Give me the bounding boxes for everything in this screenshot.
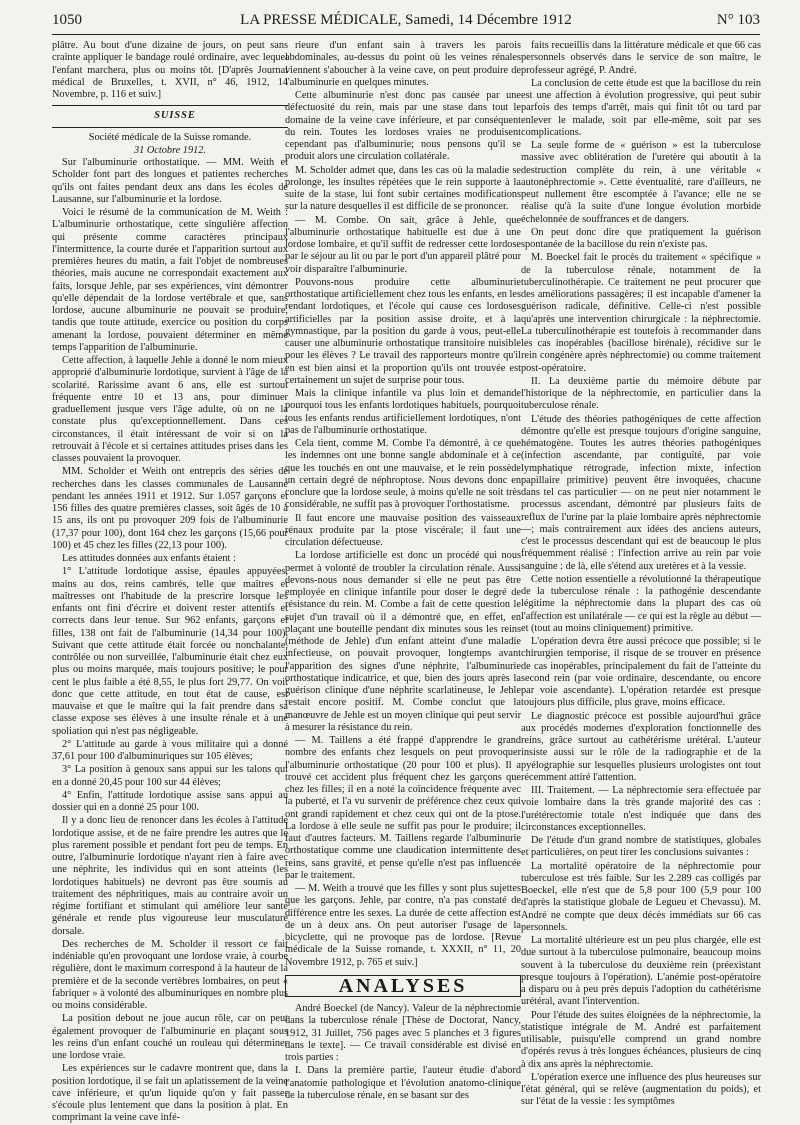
paragraph: Cette notion essentielle a révolutionné la thérapeutique de la tuberculose rénale : la pathogénie descendante légitime la néphrectomie dans la plupart des cas où l'affection est unilatérale — ce qui est la règle au début — et (tout au moins cliniquement) primitive. (521, 573, 761, 634)
column-3 (521, 40, 761, 1108)
paragraph: faits recueillis dans la littérature médicale et que 66 cas personnels observés dans le service de son maître, le professeur agrégé, P. André. (521, 40, 761, 76)
paragraph: — M. Weith a trouvé que les filles y sont plus sujettes que les garçons. Jehle, par contre, n'a pas constaté de différence entre les sexes. La durée de cette affection est de un à deux ans. On peut autoriser l'usage de la bicyclette, qui ne provoque pas de lordose. [Revue médicale de la Suisse romande, t. XXXII, n° 11, 20 Novembre 1912, p. 765 et suiv.] (285, 883, 521, 968)
paragraph: Il faut encore une mauvaise position des vaisseaux rénaux produite par la ptose viscérale; il faut une circulation défectueuse. (285, 512, 521, 548)
paragraph: II. La deuxième partie du mémoire débute par l'historique de la néphrectomie, en particulier dans la tuberculose rénale. (521, 375, 761, 412)
section-rule (52, 105, 288, 106)
paragraph: La position debout ne joue aucun rôle, car on peut également provoquer de l'albuminurie en plaçant sous les reins d'un enfant couché un rouleau qui déterminer une lordose vraie. (52, 1013, 288, 1061)
paragraph: rieure d'un enfant sain à travers les parois abdominales, au-dessus du point où les veines rénales viennent s'aboucher à la veine cave, on peut produire de l'albuminurie en quelques minutes. (285, 40, 521, 88)
paragraph: M. Scholder admet que, dans les cas où la maladie se prolonge, les insultes répétées que le rein supporte à la suite de la stase, lui font subir certaines modifications sur la nature desquelles il est difficile de se prononcer. (285, 164, 521, 213)
paragraph: Cette affection, à laquelle Jehle a donné le nom mieux approprié d'albuminurie lordotique, survient à l'âge de la scolarité. Rarissime avant 6 ans, elle est surtout fréquente entre 10 et 13 ans, pour diminuer graduellement jusque vers l'âge adulte, où on ne la constate plus qu'exceptionnellement. Dans ces circonstances, il était intéressant de voir si on la retrouvait à l'école et si certaines attitudes prises dans les classes pouvaient la provoquer. (52, 355, 288, 464)
paragraph: Des recherches de M. Scholder il ressort ce fait indéniable qu'en provoquant une lordose vraie, à courbe régulière, dont le maximum correspond à la hauteur de la première et de la seconde vertèbres lombaires, on peut « fabriquer » à volonté des albuminuriques en nombre plus ou moins considérable. (52, 938, 288, 1011)
paragraph: III. Traitement. — La néphrectomie sera effectuée par voie lombaire dans la très grande majorité des cas : l'urétérectomie totale n'est indiquée que dans des circonstances exceptionnelles. (521, 785, 761, 833)
col1-body (52, 157, 288, 1125)
paragraph: André Boeckel (de Nancy). Valeur de la néphrectomie dans la tuberculose rénale [Thèse de Doctorat, Nancy, 1912, 31 Juillet, 756 pages avec 5 planches et 3 figures dans le texte]. — Ce travail considérable est divisé en trois parties : (285, 1003, 521, 1063)
section-title: SUISSE (154, 110, 196, 122)
paragraph: Cela tient, comme M. Combe l'a démontré, à ce que les indemnes ont une bonne sangle abdominale et à ce que les touchés en ont une mauvaise, et le rein possède un certain degré de néphroptose. Nous devons donc en conclure que la lordose seule, à moins qu'elle ne soit très considérable, ne suffit pas à provoquer l'orthostatisme. (285, 438, 521, 511)
paragraph: 4° Enfin, l'attitude lordotique assise sans appui au dossier qui en a donné 25 pour 100. (52, 789, 288, 813)
paragraph: I. Dans la première partie, l'auteur étudie d'abord l'anatomie pathologique et l'évolution anatomo-clinique de la tuberculose rénale, en se basant sur des (285, 1065, 521, 1101)
paragraph: La mortalité ultérieure est un peu plus chargée, elle est due surtout à la tuberculose pulmonaire, beaucoup moins souvent à la tuberculose du deuxième rein (préexistant presque toujours à l'opération). L'anémie post-opératoire a disparu ou à peu près depuis l'adoption du cathétérisme urétéral, avant l'intervention. (521, 935, 761, 1008)
issue-number: N° 103 (716, 12, 760, 28)
paragraph: Pouvons-nous produire cette albuminurie orthostatique artificiellement chez tous les enfants, en les rendant lordotiques, et l'école qui cause ces lordoses artificielles par la position assise droite, et à la gymnastique, par la position du garde à vous, peut-elle causer une albuminurie orthostatique transitoire nuisible pour les élèves ? Le travail des rapporteurs montre qu'il en est bien ainsi et la proportion qu'ils ont trouvée est certainement un sujet de surprise pour tous. (285, 276, 521, 386)
column-2 (285, 40, 521, 1101)
paragraph: Pour l'étude des suites éloignées de la néphrectomie, la statistique intégrale de M. André est parfaitement utilisable, puisqu'elle comprend un grand nombre d'opérés revus à très longues échéances, plusieurs de cinq à dix ans après la néphrectomie. (521, 1009, 761, 1070)
society-name: Société médicale de la Suisse romande. (88, 131, 252, 143)
paragraph: Mais la clinique infantile va plus loin et demande pourquoi tous les enfants lordotiques habituels, pourquoi tous les enfants rendus artificiellement lordotiques, n'ont pas de l'albuminurie orthostatique. (285, 388, 521, 436)
page-header (52, 12, 760, 35)
paragraph: La conclusion de cette étude est que la bacillose du rein est une affection à évolution progressive, qui peut subir parfois des temps d'arrêt, mais qui finit tôt ou tard par enlever le malade, soit par elle-même, soit par ses complications. (521, 77, 761, 138)
paragraph: Sur l'albuminurie orthostatique. — MM. Weith et Scholder font part des longues et patientes recherches qu'ils ont faites pendant deux ans dans les écoles de Lausanne, sur l'albuminurie et la lordose. (52, 157, 288, 205)
paragraph: Voici le résumé de la communication de M. Weith : L'albuminurie orthostatique, cette singulière affection qui présente comme caractères principaux l'intermittence, la courte durée et l'apparition surtout aux premières heures du matin, a fait l'objet de nombreuses théories, mais aucune ne correspondait exactement aux faits, lorsque Jehle, par ses expériences, vint démontrer qu'elle dépendait de la lordose vertébrale et que, sans lordose, aucune albuminurie ne pouvait se produire, tandis que toute attitude, exercice ou position du corps amenant la lordose, pouvaient déterminer en même temps l'apparition de l'albuminurie. (52, 207, 288, 353)
col1-intro: plâtre. Au bout d'une dizaine de jours, on peut sans crainte appliquer le bandage roulé ordinaire, avec lequel l'enfant marchera, plus ou moins tôt. [D'après Journal médical de Bruxelles, t. XVII, n° 46, 1912, 14 Novembre, p. 116 et suiv.] (52, 40, 288, 100)
paragraph: Les attitudes données aux enfants étaient : (62, 553, 236, 564)
analyses-banner: ANALYSES (285, 975, 521, 997)
paragraph: 2° L'attitude au garde à vous militaire qui a donné 37,61 pour 100 d'albuminuriques sur 105 élèves; (52, 738, 288, 762)
paragraph: L'opération exerce une influence des plus heureuses sur l'état général, qui se relève (augmentation du poids), et sur l'état de la vessie : les symptômes (521, 1071, 761, 1108)
paragraph: Les expériences sur le cadavre montrent que, dans la position lordotique, il se fait un aplatissement de la veine cave inférieure, et qu'un liquide qu'on y fait passer s'écoule plus lentement que dans la position à plat. En comprimant la veine cave infé- (52, 1063, 288, 1124)
col2-body (285, 40, 521, 969)
paragraph: Le diagnostic précoce est possible aujourd'hui grâce aux procédés modernes d'exploration fonctionnelle des reins, grâce surtout au cathétérisme urétéral. L'auteur insiste aussi sur le rôle de la radiographie et de la pyélographie sur lesquelles plusieurs urologistes ont tout récemment attiré l'attention. (521, 710, 761, 783)
column-1 (52, 40, 288, 1124)
page-number: 1050 (52, 12, 82, 28)
meeting-date: 31 Octobre 1912. (134, 144, 206, 156)
paragraph: La mortalité opératoire de la néphrectomie pour tuberculose est très faible. Sur les 2.289 cas colligés par Boeckel, elle n'est que de 5,8 pour 100 (5,9 pour 100 d'après la statistique globale de Legueu et Chevassu). M. André ne compte que deux décès immédiats sur 66 cas personnels. (521, 860, 761, 933)
journal-title: LA PRESSE MÉDICALE, Samedi, 14 Décembre 1912 (240, 12, 572, 28)
paragraph: 3° La position à genoux sans appui sur les talons qui en a donné 20,45 pour 100 sur 44 élèves; (52, 764, 288, 788)
paragraph: La lordose artificielle est donc un procédé qui nous permet à volonté de troubler la circulation rénale. Aussi devons-nous nous demander si elle ne peut pas être employée en clinique infantile pour doser le degré de résistance du rein. M. Combe a fait de cette question le sujet d'un travail où il a démontré que, en effet, en plaçant une bouteille pendant dix minutes sous les reins (méthode de Jehle) d'un enfant atteint d'une maladie infectieuse, on pouvait provoquer, longtemps avant l'apparition des signes d'une néphrite, l'albuminurie orthostatique indicatrice, et que, bien des jours après la guérison clinique d'une néphrite scarlatineuse, le Jehle restait encore positif. M. Combe conclut que la manœuvre de Jehle est un moyen clinique qui peut servir à mesurer la résistance du rein. (285, 550, 521, 733)
paragraph: — M. Taillens a été frappé d'apprendre le grand nombre des enfants chez lesquels on peut provoquer l'albuminurie orthostatique (20 pour 100 et plus). Il a trouvé cet accident plus fréquent chez les garçons que chez les filles; il en a noté la coïncidence fréquente avec la puberté, et l'a vu survenir de préférence chez ceux qui ont grandi rapidement et chez ceux qui ont de la ptose. La lordose à elle seule ne suffit pas pour le produire; il faut d'autres facteurs. M. Taillens regarde l'albuminurie orthostatique comme une claudication intermittente des reins, sans gravité, et pense qu'elle n'est pas influencée par le traitement. (285, 735, 521, 881)
paragraph: MM. Scholder et Weith ont entrepris des séries de recherches dans les classes communales de Lausanne pendant les années 1911 et 1912. Sur 1.057 garçons et 156 filles des quatre premières classes, soit âgés de 10 à 15 ans, ils ont pu provoquer 209 fois de l'albuminurie (17,37 pour 100), dont 164 chez les garçons (15,66 pour 100) et 45 chez les filles (22,13 pour 100). (52, 466, 288, 551)
section-rule (52, 127, 288, 128)
paragraph: La seule forme de « guérison » est la tuberculose massive avec oblitération de l'uretère qui aboutit à la destruction complète du rein, à une véritable « autonéphrectomie ». Cette éventualité, rare d'ailleurs, ne peut nullement être escomptée à l'avance; elle ne se réalise qu'à la suite d'une longue évolution morbide échelonnée de souffrances et de dangers. (521, 140, 761, 225)
paragraph: L'opération devra être aussi précoce que possible; si le chirurgien temporise, il risque de se trouver en présence de cas inopérables, principalement du fait de l'atteinte du second rein (par voie ordinaire, descendante, ou encore par voie ascendante). L'opération retardée est presque toujours plus difficile, plus grave, moins efficace. (521, 636, 761, 709)
paragraph: 1° L'attitude lordotique assise, épaules appuyées, mains au dos, reins cambrés, telle que maîtres et maîtresses ont l'habitude de la prescrire lorsque les enfants ont fini d'écrire et doivent rester attentifs et corrects dans leur tenue. Sur 962 enfants, garçons et filles, 138 ont fait de l'albuminurie (14,34 pour 100). Suivant que cette attitude était forcée ou nonchalante, contrôlée ou non surveillée, l'albuminurie était chez eux plus ou moins marquée, mais toujours positive; le pour cent le plus faible a été 8,55, le plus fort 29,77. On voit donc que cette attitude, en tout état de cause, est mauvaise et que le maître qui la fait prendre dans sa classe expose ses élèves à une insulte rénale et à une spoliation qui n'est pas négligeable. (52, 566, 288, 737)
analyses-body (285, 1003, 521, 1102)
paragraph: On peut donc dire que pratiquement la guérison spontanée de la bacillose du rein n'existe pas. (521, 226, 761, 250)
col3-body (521, 40, 761, 1109)
paragraph: M. Boeckel fait le procès du traitement « spécifique » de la tuberculose rénale, notamment de la tuberculinothérapie. Ce traitement ne peut procurer que des améliorations passagères; il est incapable d'amener la guérison radicale, définitive. Celle-ci n'est possible qu'après une intervention chirurgicale : la néphrectomie. La tuberculinothérapie est toutefois à recommander dans les cas inopérables (bacillose birénale), récidive sur le rein congénère après néphrectomie) ou comme traitement post-opératoire. (521, 252, 761, 374)
paragraph: — M. Combe. On sait, grâce à Jehle, que l'albuminurie orthostatique habituelle est due à une lordose lombaire, et qu'il suffit de redresser cette lordose par le séjour au lit ou par le port d'un appareil plâtré pour voir disparaître l'albuminurie. (285, 214, 521, 275)
paragraph: L'étude des théories pathogéniques de cette affection démontre qu'elle est presque toujours d'origine sanguine, hématogène. Toutes les autres théories pathogéniques (infection ascendante, par contiguïté, par voie lymphatique rétrograde, infection mixte, infection papillaire primitive) peuvent être invoquées, chacune dans tel cas particulier — on ne peut nier notamment le processus ascendant, démontré par plusieurs faits de reflux de l'urine par la plaie lombaire après néphrectomie —; mais contrairement aux idées des anciens auteurs, c'est le processus descendant qui est de beaucoup le plus fréquemment réalisé : l'infection arrive au rein par voie sanguine : de là, elle s'étend aux uretères et à la vessie. (521, 413, 761, 572)
paragraph: De l'étude d'un grand nombre de statistiques, globales et particulières, on peut tirer les conclusions suivantes : (521, 835, 761, 859)
paragraph: Il y a donc lieu de renoncer dans les écoles à l'attitude lordotique assise, et de ne faire prendre les autres que le plus rarement possible et pendant fort peu de temps. En outre, l'albuminurie lordotique n'ayant rien à faire avec une néphrite, les individus qui en sont atteints (les lordotiques habituels) ne devront pas être soumis au traitement des néphritiques, mais au contraire avoir un régime fortifiant et stimulant qui améliore leur santé générale et rende plus vigoureuse leur musculature dorsale. (52, 815, 288, 937)
paragraph: Cette albuminurie n'est donc pas causée par une défectuosité du rein, mais par une stase dans tout le domaine de la veine cave inférieure, et par conséquent du rein. Toutes les lordoses vraies ne produisent cependant pas d'albuminurie; nous pensons qu'il se produit alors une circulation collatérale. (285, 90, 521, 163)
